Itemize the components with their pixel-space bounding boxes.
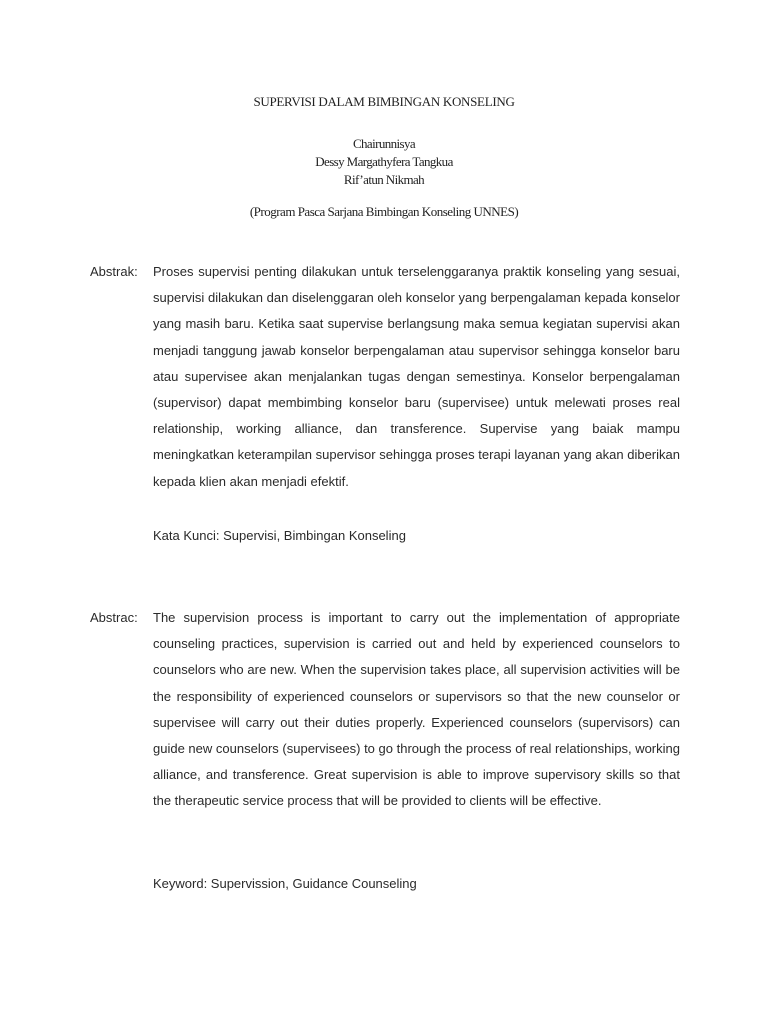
author-name: Chairunnisya [352, 136, 416, 151]
abstract-body: Proses supervisi penting dilakukan untuk terselenggaranya praktik konseling yang sesuai, supervisi dilakukan dan diselenggaran oleh konselor yang berpengalaman kepada konselor yang masih baru. Ketika saat supervise berlangsung maka semua kegiatan supervisi akan menjadi tanggung jawab konselor berpengalaman atau supervisor sehingga konselor baru atau supervisee akan menjalankan tugas dengan semestinya. Konselor berpengalaman (supervisor) dapat membimbing konselor baru (supervisee) untuk melewati proses real relationship, working alliance, dan transference. Supervise yang baiak mampu meningkatkan keterampilan supervisor sehingga proses terapi layanan yang akan diberikan kepada klien akan menjadi efektif. [153, 264, 680, 489]
author-list [0, 135, 768, 189]
abstract-english [90, 605, 680, 815]
abstract-indonesian [90, 259, 680, 495]
author-name: Rif’atun Nikmah [343, 172, 425, 187]
keywords-english: Keyword: Supervission, Guidance Counseling [153, 876, 417, 891]
author-name: Dessy Margathyfera Tangkua [315, 154, 453, 169]
document-title: SUPERVISI DALAM BIMBINGAN KONSELING [253, 94, 515, 109]
affiliation: (Program Pasca Sarjana Bimbingan Konseling UNNES) [249, 204, 519, 219]
abstract-label: Abstrac: [90, 610, 138, 625]
keywords-indonesian: Kata Kunci: Supervisi, Bimbingan Konseling [153, 528, 406, 543]
abstract-label: Abstrak: [90, 264, 138, 279]
abstract-body: The supervision process is important to carry out the implementation of appropriate counseling practices, supervision is carried out and held by experienced counselors to counselors who are new. When the supervision takes place, all supervision activities will be the responsibility of experienced counselors or supervisors so that the new counselor or supervisee will carry out their duties properly. Experienced counselors (supervisors) can guide new counselors (supervisees) to go through the process of real relationships, working alliance, and transference. Great supervision is able to improve supervisory skills so that the therapeutic service process that will be provided to clients will be effective. [153, 610, 680, 809]
